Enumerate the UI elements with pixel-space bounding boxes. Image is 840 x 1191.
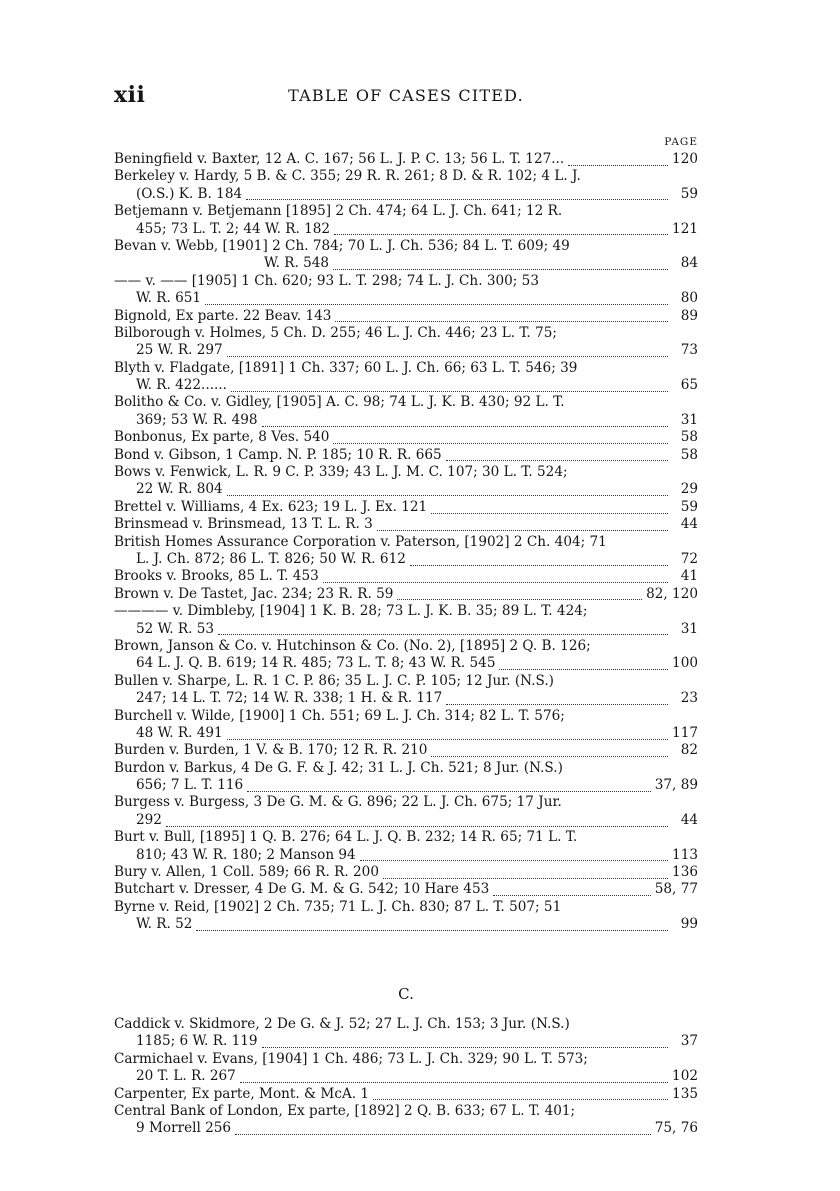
case-citation-text: Berkeley v. Hardy, 5 B. & C. 355; 29 R. R. 261; 8 D. & R. 102; 4 L. J.: [114, 168, 581, 185]
dot-leader: [410, 561, 668, 566]
dot-leader: [227, 491, 668, 496]
case-line: [114, 916, 698, 933]
dot-leader: [227, 352, 668, 357]
case-citation-text: Burt v. Bull, [1895] 1 Q. B. 276; 64 L. J. Q. B. 232; 14 R. 65; 71 L. T.: [114, 829, 578, 846]
case-entry: [114, 1103, 698, 1138]
case-citation-text: Betjemann v. Betjemann [1895] 2 Ch. 474; 64 L. J. Ch. 641; 12 R.: [114, 203, 563, 220]
page-reference: 59: [680, 185, 698, 202]
case-entry: [114, 1016, 698, 1051]
page-reference: 80: [680, 290, 698, 307]
case-citation-text: 656; 7 L. T. 116: [136, 777, 244, 794]
page-reference: 120: [672, 151, 698, 167]
dot-leader: [166, 822, 668, 827]
dot-leader: [246, 195, 668, 200]
case-line: [114, 499, 698, 516]
case-line: [114, 412, 698, 429]
page-reference: 113: [672, 846, 698, 863]
case-citation-text: W. R. 52: [136, 916, 193, 933]
running-title: TABLE OF CASES CITED.: [288, 86, 524, 105]
dot-leader: [231, 387, 668, 392]
case-line: [114, 881, 698, 898]
case-citation-text: 52 W. R. 53: [136, 620, 215, 637]
case-line: [114, 290, 698, 307]
page-reference: 44: [680, 516, 698, 533]
case-line: [114, 586, 698, 603]
dot-leader: [323, 578, 668, 583]
page-reference: 84: [680, 255, 698, 272]
dot-leader: [446, 456, 668, 461]
case-line: [114, 342, 698, 359]
case-entry: [114, 708, 698, 743]
case-entry: [114, 794, 698, 829]
case-citation-text: 20 T. L. R. 267: [136, 1068, 236, 1085]
case-entry: [114, 516, 698, 533]
case-line: [114, 621, 698, 638]
case-line: [114, 186, 698, 203]
case-entry: [114, 464, 698, 499]
dot-leader: [334, 230, 668, 235]
case-entry: [114, 586, 698, 603]
case-entry: [114, 151, 698, 168]
page-reference: 100: [672, 655, 698, 672]
case-line: [114, 1068, 698, 1085]
page-reference: 135: [672, 1085, 698, 1102]
dot-leader: [335, 317, 668, 322]
dot-leader: [431, 752, 668, 757]
dot-leader: [240, 1078, 668, 1083]
case-citation-text: Brooks v. Brooks, 85 L. T. 453: [114, 568, 319, 585]
case-citation-text: Butchart v. Dresser, 4 De G. M. & G. 542; 10 Hare 453: [114, 881, 490, 898]
page-reference: 37: [680, 1033, 698, 1050]
case-citation-text: British Homes Assurance Corporation v. Paterson, [1902] 2 Ch. 404; 71: [114, 533, 607, 550]
case-citation-text: Brettel v. Williams, 4 Ex. 623; 19 L. J. Ex. 121: [114, 498, 428, 515]
page-reference: 117: [672, 724, 698, 741]
page-reference: 102: [672, 1068, 698, 1085]
case-entry: [114, 1086, 698, 1103]
case-citation-text: Beningfield v. Baxter, 12 A. C. 167; 56 L. J. P. C. 13; 56 L. T. 127...: [114, 151, 565, 167]
case-citation-text: Brown v. De Tastet, Jac. 234; 23 R. R. 59: [114, 585, 394, 602]
case-list-b: [114, 151, 698, 934]
case-citation-text: Brinsmead v. Brinsmead, 13 T. L. R. 3: [114, 516, 373, 533]
page-reference: 41: [680, 568, 698, 585]
page-reference: 31: [680, 411, 698, 428]
page-reference: 29: [680, 481, 698, 498]
case-citation-text: Bows v. Fenwick, L. R. 9 C. P. 339; 43 L. J. M. C. 107; 30 L. T. 524;: [114, 464, 568, 481]
case-citation-text: ———— v. Dimbleby, [1904] 1 K. B. 28; 73 L. J. K. B. 35; 89 L. T. 424;: [114, 603, 588, 620]
page-reference: 37, 89: [654, 777, 698, 794]
case-entry: [114, 899, 698, 934]
case-entry: [114, 238, 698, 273]
case-entry: [114, 429, 698, 446]
dot-leader: [446, 700, 668, 705]
case-citation-text: Burgess v. Burgess, 3 De G. M. & G. 896; 22 L. J. Ch. 675; 17 Jur.: [114, 794, 562, 811]
page-reference: 99: [680, 916, 698, 933]
case-line: [114, 725, 698, 742]
dot-leader: [377, 526, 668, 531]
dot-leader: [205, 300, 668, 305]
page-reference: 89: [680, 307, 698, 324]
case-citation-text: Bond v. Gibson, 1 Camp. N. P. 185; 10 R. R. 665: [114, 446, 442, 463]
dot-leader: [360, 856, 668, 861]
page-header: [114, 82, 698, 112]
page-reference: 65: [680, 377, 698, 394]
dot-leader: [247, 787, 651, 792]
case-entry: [114, 360, 698, 395]
case-entry: [114, 603, 698, 638]
case-citation-text: 292: [136, 811, 162, 828]
case-citation-text: 1185; 6 W. R. 119: [136, 1033, 258, 1050]
dot-leader: [227, 735, 668, 740]
case-citation-text: 64 L. J. Q. B. 619; 14 R. 485; 73 L. T. 8; 43 W. R. 545: [136, 655, 496, 672]
page-reference: 59: [680, 498, 698, 515]
dot-leader: [333, 265, 668, 270]
dot-leader: [235, 1130, 651, 1135]
case-citation-text: (O.S.) K. B. 184: [136, 185, 243, 202]
case-entry: [114, 308, 698, 325]
case-citation-text: 9 Morrell 256: [136, 1120, 232, 1137]
case-citation-text: 455; 73 L. T. 2; 44 W. R. 182: [136, 220, 331, 237]
page-reference: 121: [672, 220, 698, 237]
case-list-c: [114, 1016, 698, 1138]
case-entry: [114, 568, 698, 585]
case-line: [114, 655, 698, 672]
case-line: [114, 255, 698, 272]
case-citation-text: Byrne v. Reid, [1902] 2 Ch. 735; 71 L. J. Ch. 830; 87 L. T. 507; 51: [114, 898, 562, 915]
case-citation-text: W. R. 548: [264, 255, 330, 272]
case-citation-text: Bignold, Ex parte. 22 Beav. 143: [114, 307, 332, 324]
case-citation-text: 48 W. R. 491: [136, 724, 223, 741]
case-entry: [114, 168, 698, 203]
case-citation-text: L. J. Ch. 872; 86 L. T. 826; 50 W. R. 612: [136, 550, 406, 567]
dot-leader: [196, 926, 668, 931]
case-line: [114, 1120, 698, 1137]
case-citation-text: Bevan v. Webb, [1901] 2 Ch. 784; 70 L. J. Ch. 536; 84 L. T. 609; 49: [114, 237, 570, 254]
case-citation-text: —— v. —— [1905] 1 Ch. 620; 93 L. T. 298; 74 L. J. Ch. 300; 53: [114, 272, 539, 289]
dot-leader: [333, 439, 668, 444]
case-line: [114, 551, 698, 568]
case-citation-text: Bilborough v. Holmes, 5 Ch. D. 255; 46 L. J. Ch. 446; 23 L. T. 75;: [114, 324, 557, 341]
dot-leader: [218, 630, 668, 635]
case-citation-text: W. R. 651: [136, 290, 202, 307]
case-line: [114, 690, 698, 707]
case-citation-text: Caddick v. Skidmore, 2 De G. & J. 52; 27 L. J. Ch. 153; 3 Jur. (N.S.): [114, 1016, 570, 1032]
case-entry: [114, 760, 698, 795]
case-citation-text: Bury v. Allen, 1 Coll. 589; 66 R. R. 200: [114, 864, 379, 881]
dot-leader: [373, 1095, 668, 1100]
page-reference: 44: [680, 811, 698, 828]
case-entry: [114, 1051, 698, 1086]
case-entry: [114, 864, 698, 881]
case-entry: [114, 881, 698, 898]
case-citation-text: Bullen v. Sharpe, L. R. 1 C. P. 86; 35 L. J. C. P. 105; 12 Jur. (N.S.): [114, 672, 554, 689]
case-citation-text: Bonbonus, Ex parte, 8 Ves. 540: [114, 429, 330, 446]
case-citation-text: Bolitho & Co. v. Gidley, [1905] A. C. 98; 74 L. J. K. B. 430; 92 L. T.: [114, 394, 565, 411]
page-reference: 72: [680, 550, 698, 567]
case-citation-text: W. R. 422......: [136, 377, 227, 394]
case-line: [114, 308, 698, 325]
case-citation-text: Central Bank of London, Ex parte, [1892] 2 Q. B. 633; 67 L. T. 401;: [114, 1102, 576, 1119]
dot-leader: [383, 874, 668, 879]
case-line: [114, 777, 698, 794]
dot-leader: [397, 595, 642, 600]
case-entry: [114, 499, 698, 516]
case-citation-text: Carmichael v. Evans, [1904] 1 Ch. 486; 73 L. J. Ch. 329; 90 L. T. 573;: [114, 1050, 588, 1067]
case-line: [114, 742, 698, 759]
case-entry: [114, 829, 698, 864]
case-line: [114, 516, 698, 533]
dot-leader: [262, 422, 668, 427]
dot-leader: [493, 891, 651, 896]
case-entry: [114, 394, 698, 429]
page-reference: 136: [672, 864, 698, 881]
dot-leader: [262, 1043, 668, 1048]
dot-leader: [499, 665, 668, 670]
page-reference: 23: [680, 690, 698, 707]
dot-leader: [431, 509, 668, 514]
case-citation-text: 247; 14 L. T. 72; 14 W. R. 338; 1 H. & R. 117: [136, 690, 443, 707]
case-entry: [114, 673, 698, 708]
case-line: [114, 447, 698, 464]
case-line: [114, 1033, 698, 1050]
page-reference: 58: [680, 429, 698, 446]
case-citation-text: Burchell v. Wilde, [1900] 1 Ch. 551; 69 L. J. Ch. 314; 82 L. T. 576;: [114, 707, 565, 724]
page-reference: 82, 120: [646, 585, 698, 602]
case-line: [114, 847, 698, 864]
case-line: [114, 568, 698, 585]
case-line: [114, 221, 698, 238]
case-citation-text: 22 W. R. 804: [136, 481, 223, 498]
page-reference: 82: [680, 742, 698, 759]
case-line: [114, 151, 698, 168]
page-column-label: PAGE: [664, 136, 698, 148]
page-reference: 73: [680, 342, 698, 359]
case-citation-text: 25 W. R. 297: [136, 342, 223, 359]
case-citation-text: 810; 43 W. R. 180; 2 Manson 94: [136, 846, 356, 863]
dot-leader: [568, 161, 668, 166]
case-entry: [114, 534, 698, 569]
case-citation-text: Brown, Janson & Co. v. Hutchinson & Co. (No. 2), [1895] 2 Q. B. 126;: [114, 637, 591, 654]
page-reference: 31: [680, 620, 698, 637]
case-citation-text: Burden v. Burden, 1 V. & B. 170; 12 R. R. 210: [114, 742, 428, 759]
case-citation-text: 369; 53 W. R. 498: [136, 411, 258, 428]
case-line: [114, 429, 698, 446]
case-citation-text: Blyth v. Fladgate, [1891] 1 Ch. 337; 60 L. J. Ch. 66; 63 L. T. 546; 39: [114, 359, 578, 376]
case-citation-text: Burdon v. Barkus, 4 De G. F. & J. 42; 31 L. J. Ch. 521; 8 Jur. (N.S.): [114, 759, 563, 776]
page-number: xii: [114, 82, 146, 108]
case-entry: [114, 447, 698, 464]
case-line: [114, 377, 698, 394]
case-line: [114, 1086, 698, 1103]
case-line: [114, 864, 698, 881]
page-reference: 75, 76: [654, 1120, 698, 1137]
case-line: [114, 812, 698, 829]
case-entry: [114, 203, 698, 238]
case-line: [114, 481, 698, 498]
page-reference: 58: [680, 446, 698, 463]
case-citation-text: Carpenter, Ex parte, Mont. & McA. 1: [114, 1085, 370, 1102]
case-entry: [114, 325, 698, 360]
page-reference: 58, 77: [654, 881, 698, 898]
case-entry: [114, 638, 698, 673]
section-heading-c: C.: [398, 985, 414, 1003]
case-entry: [114, 742, 698, 759]
case-entry: [114, 273, 698, 308]
